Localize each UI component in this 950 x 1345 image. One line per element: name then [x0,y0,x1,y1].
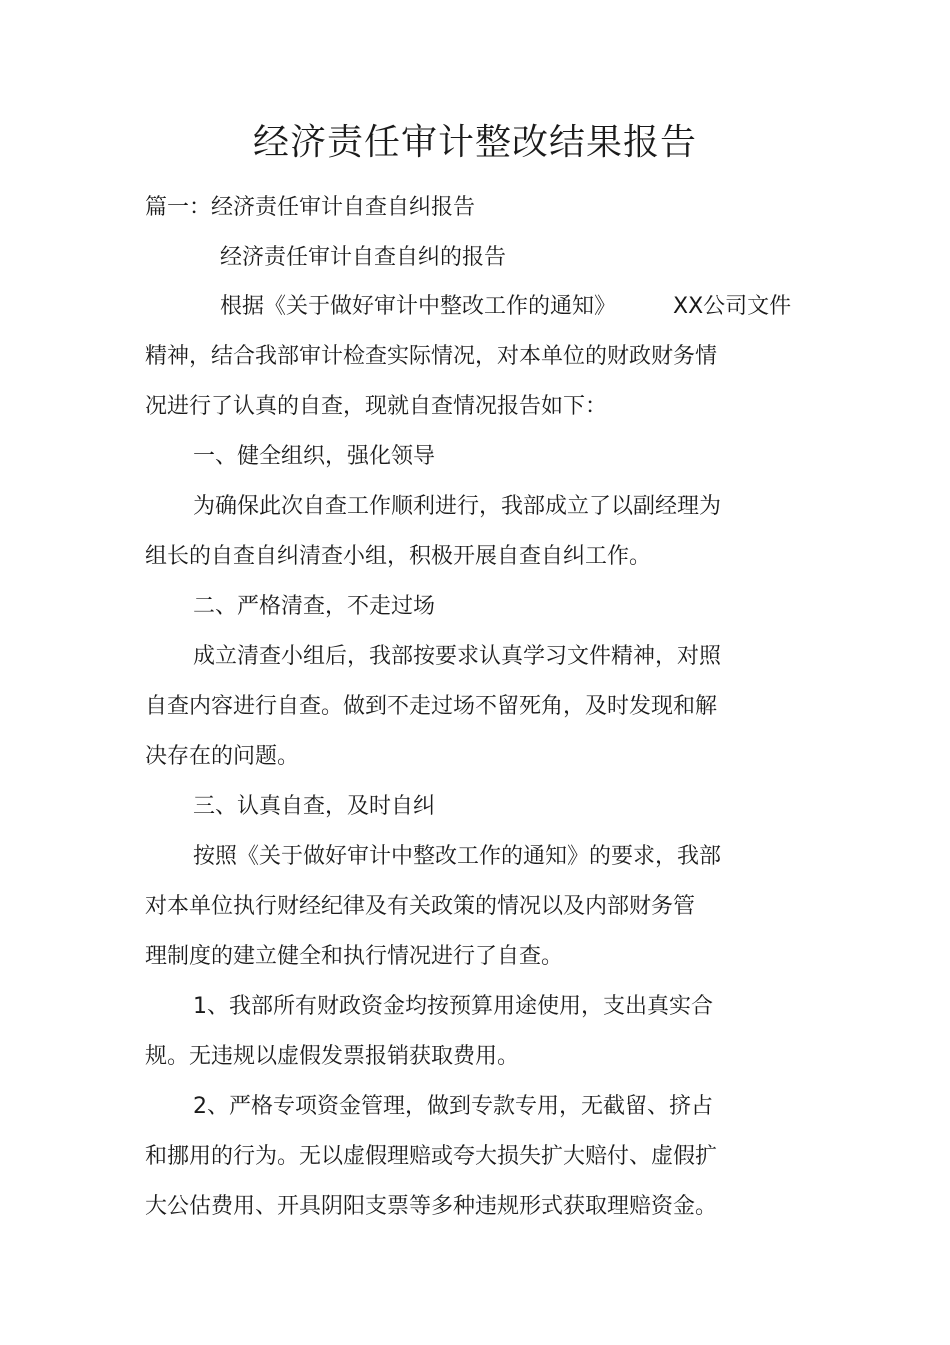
list-item-2: 2、严格专项资金管理，做到专款专用，无截留、挤占 [193,1094,713,1119]
paragraph-line: 决存在的问题。 [145,744,300,769]
section-heading-one: 一、健全组织，强化领导 [193,444,436,469]
paragraph-line: 精神，结合我部审计检查实际情况，对本单位的财政财务情 [145,344,718,369]
paragraph-line: 为确保此次自查工作顺利进行，我部成立了以副经理为 [193,494,722,519]
report-subtitle: 经济责任审计自查自纠的报告 [220,245,507,270]
paragraph-line: 规。无违规以虚假发票报销获取费用。 [145,1044,520,1069]
paragraph-line: 组长的自查自纠清查小组，积极开展自查自纠工作。 [145,544,652,569]
document-title: 经济责任审计整改结果报告 [252,122,697,163]
paragraph-line: 对本单位执行财经纪律及有关政策的情况以及内部财务管 [145,894,696,919]
section-heading-part-one: 篇一：经济责任审计自查自纠报告 [145,195,476,220]
paragraph-line: 理制度的建立健全和执行情况进行了自查。 [145,944,564,969]
paragraph-line: 成立清查小组后，我部按要求认真学习文件精神，对照 [193,644,722,669]
paragraph-line: 况进行了认真的自查，现就自查情况报告如下： [145,394,608,419]
paragraph-line: XX公司文件 [673,294,792,319]
section-heading-two: 二、严格清查，不走过场 [193,594,436,619]
paragraph-line: 按照《关于做好审计中整改工作的通知》的要求，我部 [193,844,722,869]
paragraph-line: 根据《关于做好审计中整改工作的通知》 [220,294,617,319]
list-item-1: 1、我部所有财政资金均按预算用途使用，支出真实合 [193,994,713,1019]
paragraph-line: 和挪用的行为。无以虚假理赔或夸大损失扩大赔付、虚假扩 [145,1144,718,1169]
paragraph-line: 自查内容进行自查。做到不走过场不留死角，及时发现和解 [145,694,718,719]
paragraph-line: 大公估费用、开具阴阳支票等多种违规形式获取理赔资金。 [145,1194,718,1219]
section-heading-three: 三、认真自查，及时自纠 [193,794,436,819]
